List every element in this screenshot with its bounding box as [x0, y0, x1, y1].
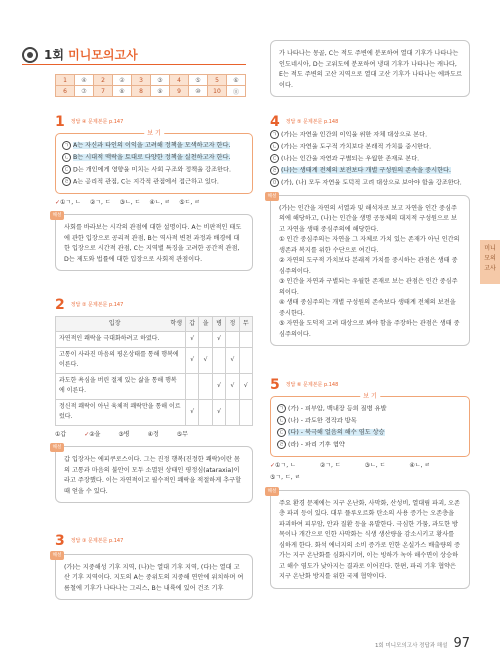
bogi-marker: ㄷ: [277, 428, 286, 437]
bogi-item: [62, 165, 246, 176]
answer-value: ⑥: [227, 75, 246, 86]
explanation-tag-icon: 해설: [50, 443, 64, 452]
table-cell-statement: 자연적인 쾌락을 극대화하려고 하였다.: [56, 332, 186, 348]
answer-num: 10: [208, 86, 227, 97]
statement-text: (나)는 인간을 자연과 구별되는 우월한 존재로 본다.: [281, 155, 420, 163]
explanation-tag-icon: 해설: [50, 211, 64, 220]
table-cell: √: [186, 347, 199, 373]
statement-item: [270, 142, 470, 153]
table-header-stance: 입장 학생: [56, 316, 186, 332]
bogi-item: [62, 177, 246, 188]
explanation-box: [270, 40, 470, 97]
explanation-text: 갑 입장자는 에피쿠로스이다. 그는 진정 행복(진정한 쾌락)이란 몸의 고통과 마음의 불안이 모두 소멸된 상태인 평정심(ataraxia)이라고 주장했다. 이는 자연적이고 필수적인 쾌락을 적절하게 추구할 때 얻을 수 있다.: [64, 456, 242, 495]
statement-marker: ㄴ: [270, 142, 279, 151]
answer-value: ⑧: [113, 86, 132, 97]
stance-table: [55, 316, 253, 426]
table-cell-statement: 정신적 쾌락이 아닌 육체적 쾌락만을 통해 이르렀다.: [56, 399, 186, 425]
statement-marker: ㄱ: [270, 130, 279, 139]
explanation-tag-icon: 해설: [50, 551, 64, 560]
table-header-col: 정: [226, 316, 239, 332]
question-number: 4: [270, 114, 280, 130]
bogi-item: [62, 141, 246, 152]
answer-choices: [55, 430, 253, 441]
header-rule: [22, 64, 246, 65]
table-cell: [199, 373, 212, 399]
side-tab[interactable]: 미니 모의 고사: [480, 240, 500, 284]
answer-num: 9: [170, 86, 189, 97]
statement-marker: ㄹ: [270, 166, 279, 175]
choice-3: ③ㄴ, ㄷ: [364, 461, 386, 469]
table-header-col: 을: [199, 316, 212, 332]
explanation-text: 사회를 바라보는 시각의 관점에 대한 설명이다. A는 비판적인 태도에 관한 입장으로 공리적 관점, B는 역사적 변천 과정과 배경에 대한 입장으로 시간적 관점, C는 지역별 특징을 고려한 공간적 관점, D는 제도와 법률에 대한 입장으로 사회적 관점이다.: [64, 224, 242, 263]
question-heading: [270, 114, 470, 130]
question-number: 5: [270, 377, 280, 393]
answer-value: ⑨: [151, 86, 170, 97]
bogi-text: (라) - 파리 기후 협약: [288, 441, 345, 449]
question-number: 2: [55, 297, 65, 313]
answer-value: ⑦: [75, 86, 94, 97]
question-meta: 정답 ④ 문제본문 p.147: [70, 119, 124, 125]
answer-num: 2: [94, 75, 113, 86]
table-cell: √: [226, 347, 239, 373]
statement-item: [270, 130, 470, 141]
question-2: [52, 297, 253, 503]
table-cell-statement: 고통이 사라진 마음의 평온상태를 통해 행복에 이른다.: [56, 347, 186, 373]
question-heading: [55, 297, 253, 313]
question-heading: [55, 533, 253, 549]
answer-num: 7: [94, 86, 113, 97]
table-cell: √: [212, 399, 225, 425]
table-header-col: 병: [212, 316, 225, 332]
page-number: 97: [453, 636, 470, 651]
bogi-text: B는 시대적 맥락을 토대로 다양한 정책을 실천하고자 한다.: [73, 154, 231, 162]
choice-1: ✓①ㄱ, ㄴ: [55, 198, 81, 206]
bogi-text: (가) - 피부암, 백내장 등의 질병 유발: [288, 405, 387, 413]
question-number: 1: [55, 114, 65, 130]
answer-num: 3: [132, 75, 151, 86]
choice-4: ④ㄴ, ㄹ: [149, 198, 171, 206]
table-cell: [199, 332, 212, 348]
bogi-label: 보 기: [360, 392, 380, 403]
question-meta: 정답 ⑥ 문제본문 p.148: [285, 382, 339, 388]
choice-1: ①갑: [55, 430, 67, 438]
explanation-text: 가 나타나는 몽골, C는 적도 주변에 분포하여 열대 기후가 나타나는 인도네시아, D는 고위도에 분포하여 냉대 기후가 나타나는 캐나다, E는 적도 주변의 고산 지역으로 열대 고산 기후가 나타나는 에콰도르이다.: [279, 50, 462, 89]
statement-marker: ㅁ: [270, 178, 279, 187]
answer-row: [56, 86, 246, 97]
table-header-col: 무: [239, 316, 252, 332]
explanation-text: ① 인간 중심주의는 자연을 그 자체로 가치 있는 존재가 아닌 인간의 생존과 복지를 위한 수단으로 여긴다.: [279, 236, 460, 254]
table-row: [56, 399, 253, 425]
table-cell: √: [212, 332, 225, 348]
choice-3: ③ㄴ, ㄷ: [119, 198, 141, 206]
bogi-text: (다) - 북극해 얼음의 해수 염도 상승: [288, 429, 385, 437]
answer-grid: [55, 74, 246, 97]
answer-value: ②: [113, 75, 132, 86]
check-mark-icon: ✓: [270, 461, 276, 469]
bogi-marker: ㄱ: [62, 141, 71, 150]
table-cell: [199, 399, 212, 425]
table-cell: [239, 347, 252, 373]
choice-3: ③병: [118, 430, 130, 438]
title-prefix: 1회: [44, 48, 64, 62]
question-meta: 정답 ⑤ 문제본문 p.148: [285, 119, 339, 125]
footer-label: 1회 미니모의고사 정답과 해설: [374, 643, 448, 649]
bogi-box: [55, 129, 253, 194]
answer-value: ③: [151, 75, 170, 86]
question-5: [267, 377, 470, 589]
table-cell: √: [186, 399, 199, 425]
page-header: [22, 46, 138, 63]
table-cell-statement: 과도한 욕심을 버린 절제 있는 삶을 통해 행복에 이른다.: [56, 373, 186, 399]
bogi-item: [277, 404, 463, 415]
bogi-item: [277, 416, 463, 427]
table-row: [56, 332, 253, 348]
answer-choices: [270, 461, 470, 484]
question-3-continued: [270, 40, 470, 97]
choice-2: ②ㄱ, ㄷ: [89, 198, 111, 206]
page-title: [44, 46, 138, 63]
bogi-marker: ㄹ: [62, 177, 71, 186]
choice-1: ✓①ㄱ, ㄴ: [270, 461, 296, 469]
question-3: [52, 533, 253, 600]
bogi-text: (나) - 과도한 경작과 방목: [288, 417, 357, 425]
explanation-box: [52, 552, 253, 601]
answer-num: 4: [170, 75, 189, 86]
choice-2: ✓②을: [84, 430, 101, 438]
bogi-item: [277, 440, 463, 451]
explanation-box: [52, 213, 253, 271]
table-cell: [239, 332, 252, 348]
statement-item: [270, 178, 470, 189]
table-cell: [226, 332, 239, 348]
logo-icon: [22, 47, 38, 63]
bogi-label: 보 기: [144, 129, 164, 140]
choice-4: ④정: [147, 430, 159, 438]
question-4: [267, 114, 470, 346]
explanation-box: [267, 193, 470, 347]
explanation-text: ⑤ 자연을 도덕적 고려 대상으로 봐야 함을 주장하는 관점은 생태 중심주의이다.: [279, 320, 460, 338]
answer-num: 5: [208, 75, 227, 86]
choice-4: ④ㄴ, ㄹ: [409, 461, 431, 469]
table-cell: [226, 399, 239, 425]
explanation-text: ③ 인간을 자연과 구별되는 우월한 존재로 보는 관점은 인간 중심주의이다.: [279, 278, 458, 296]
statement-text: (가), (나) 모두 자연을 도덕적 고려 대상으로 보아야 함을 강조한다.: [281, 179, 462, 187]
explanation-text: (가)는 인간을 자연의 서열과 및 해석자로 보고 자연을 인간 중심주의에 해당하고, (나)는 인간을 생명 공동체의 대지적 구성원으로 보고 자연을 생태 중심주의에 해당한다.: [279, 204, 457, 233]
statement-item: [270, 166, 470, 177]
table-cell: √: [199, 347, 212, 373]
bogi-text: A는 자신과 타인의 이익을 고려해 정책을 모색하고자 한다.: [73, 142, 231, 150]
table-cell: [186, 373, 199, 399]
explanation-text: ④ 생태 중심주의는 개별 구성원의 존속보다 생태계 전체의 보전을 중시한다.: [279, 299, 456, 317]
table-cell: √: [212, 373, 225, 399]
answer-choices: [55, 198, 253, 209]
bogi-item: [277, 428, 463, 439]
answer-value: ④: [75, 75, 94, 86]
table-header-col: 갑: [186, 316, 199, 332]
check-mark-icon: ✓: [84, 430, 90, 438]
bogi-marker: ㄴ: [62, 153, 71, 162]
page-footer: [375, 636, 470, 651]
explanation-tag-icon: 해설: [265, 192, 279, 201]
statement-list: [270, 130, 470, 189]
table-header-row: [56, 316, 253, 332]
bogi-marker: ㄹ: [277, 440, 286, 449]
bogi-box: [270, 392, 470, 457]
question-meta: 정답 ② 문제본문 p.147: [70, 302, 124, 308]
choice-5: ⑤무: [176, 430, 188, 438]
answer-num: 6: [56, 86, 75, 97]
table-cell: [239, 399, 252, 425]
bogi-marker: ㄴ: [277, 416, 286, 425]
answer-row: [56, 75, 246, 86]
explanation-tag-icon: 해설: [265, 487, 279, 496]
choice-5: ⑤ㄱ, ㄷ, ㄹ: [270, 474, 301, 482]
statement-text: (가)는 자연을 인간의 이익을 위한 자체 대상으로 본다.: [281, 131, 428, 139]
answer-num: 1: [56, 75, 75, 86]
check-mark-icon: ✓: [55, 198, 61, 206]
bogi-marker: ㄷ: [62, 165, 71, 174]
answer-num: 8: [132, 86, 151, 97]
statement-item: [270, 154, 470, 165]
table-row: [56, 347, 253, 373]
statement-text: (나)는 생태계 전체의 보전보다 개별 구성원의 존속을 중시한다.: [281, 167, 451, 175]
answer-value: ⑪: [227, 86, 246, 97]
question-1: [52, 114, 253, 271]
statement-marker: ㄷ: [270, 154, 279, 163]
explanation-text: 주요 환경 문제에는 지구 온난화, 사막화, 산성비, 열대림 파괴, 오존층 파괴 등이 있다. 대부 플루오르화 탄소의 사용 증가는 오존층을 파괴하여 피부암, 안과 질환 등을 유발한다. 극심한 가뭄, 과도한 방목이나 개간으로 인한 사막화는 식생 생산량을 감소시키고 황사를 심하게 한다. 화석 에너지의 소비 증가로 인한 온실가스 배출량의 증가는 지구 온난화를 심화시키며, 이는 빙하가 녹아 해수면이 상승하고 해수 염도가 낮아지는 결과로 이어진다. 한편, 파리 기후 협약은 지구 온난화 방지를 위한 국제 협약이다.: [279, 499, 461, 581]
table-cell: √: [226, 373, 239, 399]
question-meta: 정답 ③ 문제본문 p.147: [70, 538, 124, 544]
question-number: 3: [55, 533, 65, 549]
table-cell: √: [239, 373, 252, 399]
explanation-text: ② 자연의 도구적 가치보다 본래적 가치를 중시하는 관점은 생태 중심주의이다.: [279, 257, 458, 275]
bogi-marker: ㄱ: [277, 404, 286, 413]
statement-text: (가)는 자연을 도구적 가치보다 본래적 가치를 중시한다.: [281, 143, 432, 151]
table-cell: √: [186, 332, 199, 348]
table-cell: [212, 347, 225, 373]
table-row: [56, 373, 253, 399]
question-heading: [55, 114, 253, 130]
answer-value: ⑩: [189, 86, 208, 97]
explanation-text: (가)는 지중해성 기후 지역, (나)는 열대 기후 지역, (다)는 열대 고산 기후 지역이다. 지도의 A는 중위도의 지중해 연안에 위치하며 여름철에 기후가 나타나는 그리스, B는 내륙에 있어 건조 기후: [64, 563, 244, 592]
bogi-item: [62, 153, 246, 164]
answer-value: ⑤: [189, 75, 208, 86]
explanation-box: [52, 445, 253, 503]
explanation-box: [267, 488, 470, 589]
question-heading: [270, 377, 470, 393]
choice-5: ⑤ㄷ, ㄹ: [179, 198, 201, 206]
title-text: 미니모의고사: [68, 48, 138, 62]
bogi-text: D는 개인에게 영향을 미치는 사회 구조와 정책을 강조한다.: [73, 166, 231, 174]
bogi-text: A는 공리적 관점, C는 지각적 관점에서 접근하고 있다.: [73, 178, 219, 186]
choice-2: ②ㄱ, ㄷ: [319, 461, 341, 469]
